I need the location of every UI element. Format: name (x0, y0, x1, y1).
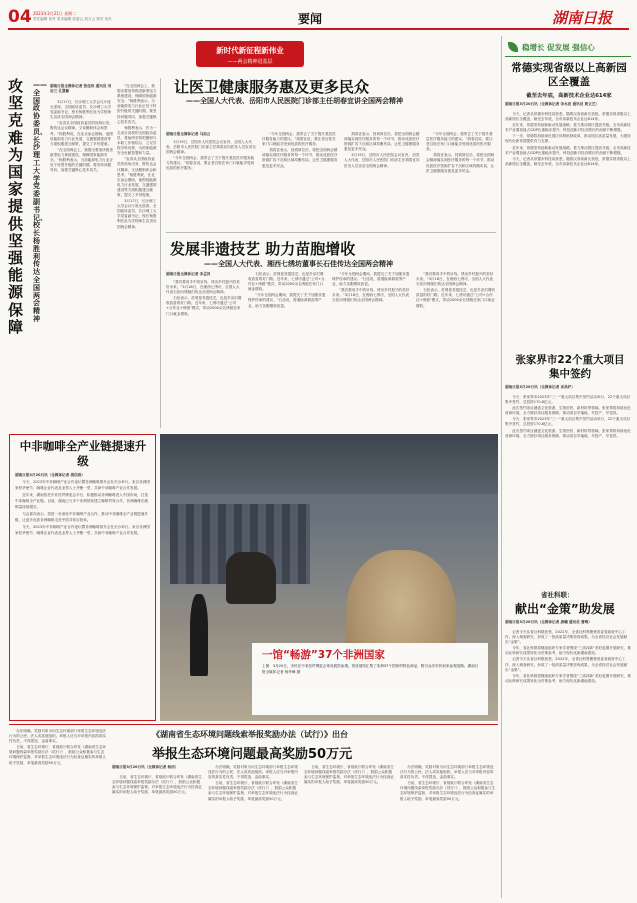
byline-mid: 湖南日报全媒体记者 李孟河 (166, 272, 211, 276)
subhead-top: ——全国人大代表、岳阳市人民医院门诊部主任胡春宜讲全国两会精神 (186, 97, 403, 105)
paragraph: “宣讲从全国政协委员的视角出发，既传达会议精神，又谈履职体会和思考。”杨胜利说，在北京参会期间，他围绕能源电力行业发展、交通强国建设等方面积极建言献策，提交了多份提案。 (50, 121, 113, 146)
right-tag: 省社科联： (541, 591, 574, 599)
caption-title: 一馆“畅游”37个非洲国家 (262, 649, 385, 661)
paragraph: “今年全国两会期间，我提交了关于加强非遗保护传承的建议。”石佳说，将继续深耕苗绣产业，助力苗胞增收致富。 (248, 293, 326, 308)
byline-coffee: 湖南日报3月20日讯（全媒体记者 胡信春） (15, 473, 85, 477)
paragraph: 近年来，常德坚持创新驱动发展战略，着力推动园区提质升级。全市高新技术产业增加值占GDP比重稳步提升，科技创新对经济增长的贡献不断增强。 (505, 123, 631, 133)
paragraph: 胡春宜表示，回到岗位后，将把全国两会精神落实到医疗服务的每一个环节，推动优质医疗资源扩容下沉和区域均衡布局，让医卫健康服务惠及更多民众。 (262, 148, 338, 168)
body-top-3 (344, 132, 420, 228)
paragraph: 3月17日，长沙理工大学会议厅座无虚席。全国政协委员、长沙理工大学党委副书记、校长杨胜利在此为学校师生宣讲全国两会精神。 (117, 199, 157, 229)
paragraph: 今年，省社科联将继续组织专家学者围绕“三高四新”美好蓝图开展研究，推动社科研究成果转化为决策参考，助力现代化新湖南建设。 (505, 673, 631, 683)
photo-ceiling (160, 434, 498, 494)
paragraph: 此次签约项目涵盖文化旅游、生物医药、新材料等领域。张家界将持续优化营商环境，全力做好项目服务保障，推动项目早落地、早投产、早见效。 (505, 406, 631, 416)
body-bottom-4 (400, 765, 496, 897)
paragraph: “我们要用手中的针线，绣出乡村振兴的美好未来。”3月18日，在湘西七绣坊，全国人大代表石佳向绣娘们传达全国两会精神。 (166, 280, 240, 295)
right-headline-3: 献出“金策”助发展 (515, 602, 615, 616)
masthead: 湖南日报 (552, 9, 613, 27)
body-mid-2 (248, 272, 326, 426)
paragraph: 今天，记者从常德市科技局获悉，随着汉寿高新区获批，常德实现省级以上高新园区全覆盖。截至去年底，全市高新技术企业达614家。 (505, 156, 631, 166)
paragraph: 3月19日，岳阳市人民医院会议室内，全国人大代表、岳阳市人民医院门诊部主任胡春宜向医务人员宣讲全国两会精神。 (166, 140, 256, 155)
paragraph: 记者今天从省社科联获悉，2022年，全省社科界聚焦省委省政府中心工作，深入调查研究，形成了一批高质量决策咨询成果，为全省经济社会发展献出“金策”。 (505, 657, 628, 672)
right-body-2 (505, 395, 631, 585)
paragraph: 今天，张家界市2023年“三一”重大项目集中签约活动举行，22个重大项目集中签约，总投资170.8亿元。 (505, 417, 631, 427)
headline-bottom: 举报生态环境问题最高奖励50万元 (152, 747, 353, 762)
leaf-icon (508, 42, 518, 52)
paragraph: “今年全国两会，我带去了关于提升基层医疗服务能力的建议。”胡春宜说，要让老百姓在家门口就能享受到优质的医疗服务。 (262, 132, 336, 147)
body-bottom-2 (208, 765, 298, 897)
byline-left: 湖南日报全媒体记者 张佳伟 通讯员 刘启兰 孔慧紫 (50, 84, 112, 93)
paragraph: “今年全国两会，我带去了关于提升基层医疗服务能力的建议。”胡春宜说，要让老百姓在家门口就能享受到优质的医疗服务。 (426, 132, 493, 152)
article-left (8, 78, 155, 428)
right-banner-text: 稳增长 促发展 强信心 (522, 43, 595, 52)
right-column (505, 36, 631, 898)
subhead-mid: ——全国人大代表、湘西七绣坊董事长石佳传达全国两会精神 (204, 260, 393, 268)
paragraph: “今年全国两会期间，我提交了关于加强非遗保护传承的建议。”石佳说，将继续深耕苗绣产业，助力苗胞增收致富。 (332, 272, 410, 287)
bottom-left-snippet (9, 729, 107, 897)
paragraph: 日前，省生态环境厅、省财政厅联合印发《湖南省生态环境问题线索举报奖励办法（试行）》，鼓励公众积极参与生态环境保护监督，对举报生态环境违法行为经查证属实的举报人给予奖励，单笔最高奖励50万元。 (304, 765, 394, 785)
theme-banner (196, 41, 304, 67)
paragraph: “我们要用手中的针线，绣出乡村振兴的美好未来。”3月18日，在湘西七绣坊，全国人大代表石佳向绣娘们传达全国两会精神。 (416, 272, 494, 287)
body-top-2 (262, 132, 338, 228)
right-body-1 (505, 112, 631, 348)
section-title: 要闻 (298, 12, 323, 26)
paragraph: “我们要用手中的针线，绣出乡村振兴的美好未来。”3月18日，在湘西七绣坊，全国人大代表石佳向绣娘们传达全国两会精神。 (332, 288, 410, 303)
paragraph: “在全国两会上，我提出要加快推进新型电力系统建设，保障国家能源安全。”杨胜利表示，当前能源电力行业正处于转型升级的关键时期，要坚持问题导向，加强关键核心技术攻关。 (50, 147, 113, 173)
paragraph: 胡春宜表示，回到岗位后，将把全国两会精神落实到医疗服务的每一个环节，推动优质医疗资源扩容下沉和区域均衡布局，让医卫健康服务惠及更多民众。 (426, 153, 495, 173)
paragraph: 近年来，湖南依托中非经贸博览会平台，积极推动非洲咖啡进入中国市场，打造中非咖啡全产业链。目前，湖南已与多个非洲国家建立咖啡贸易合作，非洲咖啡在湘销量持续增长。 (15, 493, 148, 509)
right-body-3 (505, 630, 631, 895)
article-coffee-box (9, 434, 156, 721)
paragraph: 日前，省生态环境厅、省财政厅联合印发《湖南省生态环境问题线索举报奖励办法（试行）》，鼓励公众积极参与生态环境保护监督，对举报生态环境违法行为经查证属实的举报人给予奖励，单笔最高奖励50万元。 (208, 781, 298, 801)
headline-coffee: 中非咖啡全产业链提速升级 (19, 439, 147, 468)
paragraph: 此次签约项目涵盖文化旅游、生物医药、新材料等领域。张家界将持续优化营商环境，全力做好项目服务保障，推动项目早落地、早投产、早见效。 (505, 428, 631, 438)
paragraph: 近年来，常德坚持创新驱动发展战略，着力推动园区提质升级。全市高新技术产业增加值占GDP比重稳步提升，科技创新对经济增长的贡献不断增强。 (505, 145, 631, 155)
paragraph: 3月19日，岳阳市人民医院会议室内，全国人大代表、岳阳市人民医院门诊部主任胡春宜向医务人员宣讲全国两会精神。 (344, 153, 420, 168)
paragraph: 办法明确，奖励对象为向生态环境部门举报生态环境违法行为的公民、法人或其他组织。举报人应当对举报内容的真实性负责，不得捏造、歪曲事实。 (400, 765, 494, 780)
subhead-left: ——全国政协委员、长沙理工大学党委副书记、校长杨胜利传达全国两会精神 (33, 81, 47, 323)
byline-bottom: 湖南日报3月20日讯（全媒体记者 杨洁） (112, 765, 179, 769)
paragraph: “今年全国两会，我带去了关于提升基层医疗服务能力的建议。”胡春宜说，要让老百姓在家门口就能享受到优质的医疗服务。 (166, 156, 255, 171)
paragraph: 下一步，常德将持续深化园区体制机制改革，推动园区高质量发展，为建设现代化新常德提供有力支撑。 (505, 134, 631, 144)
body-mid-4 (416, 272, 496, 426)
visitor-figure (190, 594, 208, 676)
paragraph: 日前，省生态环境厅、省财政厅联合印发《湖南省生态环境问题线索举报奖励办法（试行）》，鼓励公众积极参与生态环境保护监督，对举报生态环境违法行为经查证属实的举报人给予奖励，单笔最高奖励50万元。 (9, 745, 107, 765)
banner-line1: 新时代新征程新伟业 (216, 46, 284, 55)
banner-line2: ——两会精神进基层 (227, 59, 273, 65)
body-mid-1 (166, 280, 242, 426)
exhibition-photo (160, 434, 498, 721)
right-headline-1: 常德实现省级以上高新园区全覆盖 (511, 62, 627, 88)
paragraph: 日前，省生态环境厅、省财政厅联合印发《湖南省生态环境问题线索举报奖励办法（试行）》，鼓励公众积极参与生态环境保护监督，对举报生态环境违法行为经查证属实的举报人给予奖励，单笔最高奖励50万元。 (112, 775, 202, 795)
paragraph: 胡春宜表示，回到岗位后，将把全国两会精神落实到医疗服务的每一个环节，推动优质医疗资源扩容下沉和区域均衡布局，让医卫健康服务惠及更多民众。 (344, 132, 420, 152)
right-byline-1: 湖南日报3月20日讯（全媒体记者 李永亮 通讯员 黄文艺） (505, 102, 599, 106)
right-column-divider (501, 36, 502, 898)
date-line: 2023年3月21日 星期二 (33, 11, 77, 16)
paragraph: 办法明确，奖励对象为向生态环境部门举报生态环境违法行为的公民、法人或其他组织。举报人应当对举报内容的真实性负责，不得捏造、歪曲事实。 (9, 729, 107, 744)
right-banner (505, 39, 631, 57)
right-subhead-1: 截至去年底，高新技术企业达614家 (526, 93, 612, 99)
right-byline-3: 湖南日报3月20日讯（全媒体记者 唐曦 通讯员 曹梅） (505, 620, 592, 624)
paragraph: “在全国两会上，我提出要加快推进新型电力系统建设，保障国家能源安全。”杨胜利表示，当前能源电力行业正处于转型升级的关键时期，要坚持问题导向，加强关键核心技术攻关。 (117, 84, 157, 124)
paragraph: 今天，2023年中非咖啡产业合作论坛暨非洲咖啡推介会在长沙举行。来自非洲国家驻华使节、咖啡企业代表及业界人士齐聚一堂，共商中非咖啡产业合作发展。 (15, 525, 150, 535)
page-header (0, 0, 637, 36)
paragraph: 3月17日，长沙理工大学会议厅座无虚席。全国政协委员、长沙理工大学党委副书记、校长杨胜利在此为学校师生宣讲全国两会精神。 (50, 100, 112, 120)
paragraph: 今年，省社科联将继续组织专家学者围绕“三高四新”美好蓝图开展研究，推动社科研究成果转化为决策参考，助力现代化新湖南建设。 (505, 646, 631, 656)
mid-rule (9, 724, 498, 725)
headline-mid: 发展非遗技艺 助力苗胞增收 (170, 240, 356, 258)
article-top (166, 76, 496, 231)
paragraph: 今天，2023年中非咖啡产业合作论坛暨非洲咖啡推介会在长沙举行。来自非洲国家驻华使节、咖啡企业代表及业界人士齐聚一堂，共商中非咖啡产业合作发展。 (15, 480, 150, 490)
paragraph: 石佳表示，苗绣是非遗技艺，也是乡亲们增收致富的好门路。近年来，七绣坊通过“公司+合作社+绣娘”模式，带动2000余名绣娘在家门口就业增收。 (166, 296, 242, 316)
paragraph: 石佳表示，苗绣是非遗技艺，也是乡亲们增收致富的好门路。近年来，七绣坊通过“公司+合作社+绣娘”模式，带动2000余名绣娘在家门口就业增收。 (248, 272, 325, 292)
paragraph: “宣讲从全国政协委员的视角出发，既传达会议精神，又谈履职体会和思考。”杨胜利说，在北京参会期间，他围绕能源电力行业发展、交通强国建设等方面积极建言献策，提交了多份提案。 (117, 157, 157, 197)
body-bottom-1 (112, 775, 202, 897)
body-left-a (50, 100, 114, 420)
body-coffee (15, 479, 151, 717)
paragraph: 与会嘉宾表示，将进一步深化中非咖啡产业合作，推动中非咖啡全产业链提速升级，让更多优质非洲咖啡走进中国寻常百姓家。 (15, 512, 148, 522)
article-mid (166, 238, 496, 428)
caption-panel (252, 643, 488, 715)
headline-top: 让医卫健康服务惠及更多民众 (174, 78, 370, 96)
paragraph: 记者今天从省社科联获悉，2022年，全省社科界聚焦省委省政府中心工作，深入调查研究，形成了一批高质量决策咨询成果，为全省经济社会发展献出“金策”。 (505, 630, 628, 645)
horse-figure (226, 552, 276, 604)
body-top-1 (166, 140, 256, 228)
body-top-4 (426, 132, 496, 228)
body-mid-3 (332, 272, 410, 426)
caption-text: 上图：3月20日，市民在中非经贸博览会常设展馆参观。常设展馆汇集了非洲37个国家的特色商品，吸引众多市民前来参观选购。湖南日报全媒体记者 杨华峰 摄 (262, 664, 479, 674)
right-byline-2: 湖南日报3月20日讯（全媒体记者 邓昌炉） (505, 385, 575, 389)
right-headline-2: 张家界市22个重大项目集中签约 (515, 354, 625, 380)
byline-top: 湖南日报全媒体记者 马如云 (166, 132, 211, 136)
paragraph: 办法明确，奖励对象为向生态环境部门举报生态环境违法行为的公民、法人或其他组织。举报人应当对举报内容的真实性负责，不得捏造、歪曲事实。 (208, 765, 298, 780)
subhead-bottom: 《湖南省生态环境问题线索举报奖励办法（试行）》出台 (152, 730, 348, 739)
paragraph: 杨胜利表示，作为一名来自高校的全国政协委员，将始终坚持把履职与本职工作相结合，立足学校学科优势，为国家能源安全贡献智慧和力量。 (117, 125, 157, 156)
paragraph: 石佳表示，苗绣是非遗技艺，也是乡亲们增收致富的好门路。近年来，七绣坊通过“公司+合作社+绣娘”模式，带动2000余名绣娘在家门口就业增收。 (416, 288, 496, 308)
body-left-b (117, 84, 157, 420)
editor-line: 责任编辑 易丹 美术编辑 张碧云 刘万云 校对 吴肖 (33, 17, 112, 21)
page-number: 04 (8, 7, 32, 27)
body-bottom-3 (304, 765, 394, 897)
header-rule (8, 28, 629, 30)
paragraph: 今天，张家界市2023年“三一”重大项目集中签约活动举行，22个重大项目集中签约，总投资170.8亿元。 (505, 395, 631, 405)
paragraph: 日前，省生态环境厅、省财政厅联合印发《湖南省生态环境问题线索举报奖励办法（试行）》，鼓励公众积极参与生态环境保护监督，对举报生态环境违法行为经查证属实的举报人给予奖励，单笔最高奖励50万元。 (400, 781, 496, 801)
divider (166, 232, 496, 233)
headline-left: 攻坚克难为国家提供坚强能源保障 (8, 77, 24, 336)
article-bottom (112, 729, 498, 899)
paragraph: 今天，记者从常德市科技局获悉，随着汉寿高新区获批，常德实现省级以上高新园区全覆盖。截至去年底，全市高新技术企业达614家。 (505, 112, 631, 122)
column-divider (160, 78, 161, 428)
